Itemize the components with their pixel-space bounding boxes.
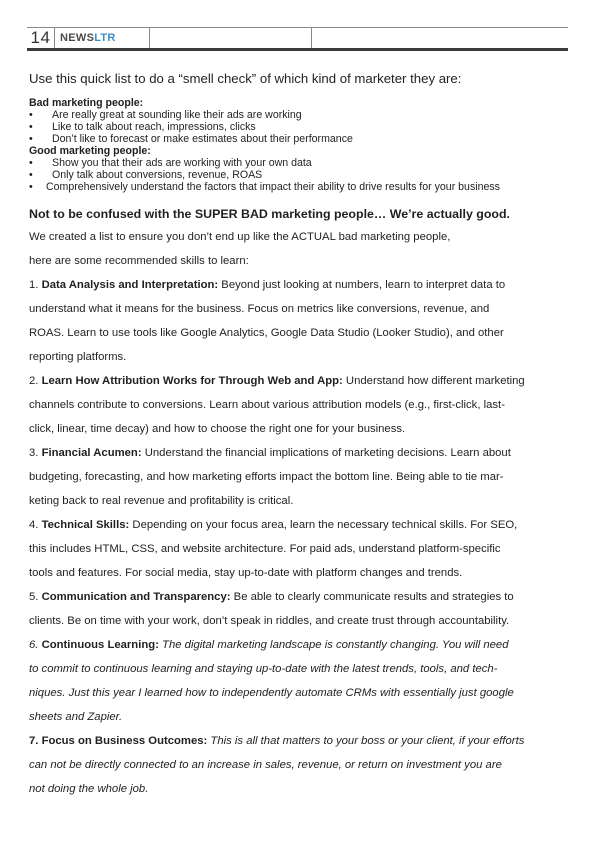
logo-text-ltr: LTR (94, 32, 116, 44)
skill-text-line: to commit to continuous learning and staying up-to-date with the latest trends, tools, and tech- (29, 663, 498, 675)
skill-title: Communication and Transparency: (41, 591, 231, 603)
skill-text-line: can not be directly connected to an increase in sales, revenue, or return on investment you are (29, 759, 502, 771)
logo-text-news: NEWS (60, 32, 95, 44)
skill-item: 2. Learn How Attribution Works for Through Web and App: Understand how different marketing (29, 375, 525, 387)
skill-item: 6. Continuous Learning: The digital marketing landscape is constantly changing. You will need (29, 639, 509, 651)
page-header (27, 28, 568, 48)
skill-item: 7. Focus on Business Outcomes: This is all that matters to your boss or your client, if your efforts (29, 735, 525, 747)
lead-line: We created a list to ensure you don’t end up like the ACTUAL bad marketing people, (29, 231, 451, 243)
section-headline: Not to be confused with the SUPER BAD marketing people… We’re actually good. (29, 207, 510, 221)
bullet: • (29, 109, 33, 121)
skill-text-line: keting back to real revenue and profitability is critical. (29, 495, 294, 507)
skill-item: 4. Technical Skills: Depending on your focus area, learn the necessary technical skills. For SEO, (29, 519, 518, 531)
article-body (29, 70, 569, 801)
skill-title: Focus on Business Outcomes: (41, 735, 208, 747)
bullet: • (29, 121, 33, 133)
skill-item: 1. Data Analysis and Interpretation: Beyond just looking at numbers, learn to interpret data to (29, 279, 506, 291)
list-item: • Comprehensively understand the factors that impact their ability to drive results for your business (29, 181, 500, 193)
bullet: • (29, 169, 33, 181)
bad-marketers-heading: Bad marketing people: (29, 97, 144, 109)
skill-title: Financial Acumen: (41, 447, 142, 459)
skill-text-line: sheets and Zapier. (29, 711, 123, 723)
skill-text-line: ROAS. Learn to use tools like Google Analytics, Google Data Studio (Looker Studio), and other (29, 327, 504, 339)
skill-title: Continuous Learning: (41, 639, 159, 651)
page-number: 14 (27, 28, 55, 48)
list-item: • Are really great at sounding like their ads are working (29, 109, 302, 121)
skill-title: Technical Skills: (41, 519, 130, 531)
list-item: • Like to talk about reach, impressions, clicks (29, 121, 256, 133)
newsletter-logo (55, 28, 150, 48)
skill-title: Learn How Attribution Works for Through Web and App: (41, 375, 343, 387)
list-item: • Don’t like to forecast or make estimates about their performance (29, 133, 353, 145)
skill-text-line: channels contribute to conversions. Learn about various attribution models (e.g., first-click, last- (29, 399, 505, 411)
skill-text-line: tools and features. For social media, stay up-to-date with platform changes and trends. (29, 567, 463, 579)
skill-text-line: niques. Just this year I learned how to independently automate CRMs with essentially just google (29, 687, 514, 699)
skill-item: 5. Communication and Transparency: Be able to clearly communicate results and strategies to (29, 591, 514, 603)
skill-text-line: understand what it means for the business. Focus on metrics like conversions, revenue, and (29, 303, 490, 315)
skill-text-line: not doing the whole job. (29, 783, 149, 795)
bullet: • (29, 133, 33, 145)
intro-text: Use this quick list to do a “smell check” of which kind of marketer they are: (29, 71, 462, 86)
bullet: • (29, 181, 33, 193)
marketer-checklist (29, 97, 569, 193)
list-item: • Only talk about conversions, revenue, ROAS (29, 169, 263, 181)
header-bottom-rule (27, 48, 568, 51)
header-empty-cell (150, 28, 312, 48)
skill-title: Data Analysis and Interpretation: (41, 279, 219, 291)
skill-text-line: this includes HTML, CSS, and website architecture. For paid ads, understand platform-specific (29, 543, 501, 555)
skill-text-line: reporting platforms. (29, 351, 127, 363)
good-marketers-heading: Good marketing people: (29, 145, 151, 157)
skill-text-line: clients. Be on time with your work, don’t speak in riddles, and create trust through accountability. (29, 615, 510, 627)
skill-text-line: budgeting, forecasting, and how marketing efforts impact the bottom line. Being able to tie mar- (29, 471, 504, 483)
list-item: • Show you that their ads are working with your own data (29, 157, 312, 169)
skill-text-line: click, linear, time decay) and how to choose the right one for your business. (29, 423, 406, 435)
lead-line: here are some recommended skills to learn: (29, 255, 249, 267)
header-empty-cell (312, 28, 568, 48)
bullet: • (29, 157, 33, 169)
skill-item: 3. Financial Acumen: Understand the financial implications of marketing decisions. Learn about (29, 447, 511, 459)
